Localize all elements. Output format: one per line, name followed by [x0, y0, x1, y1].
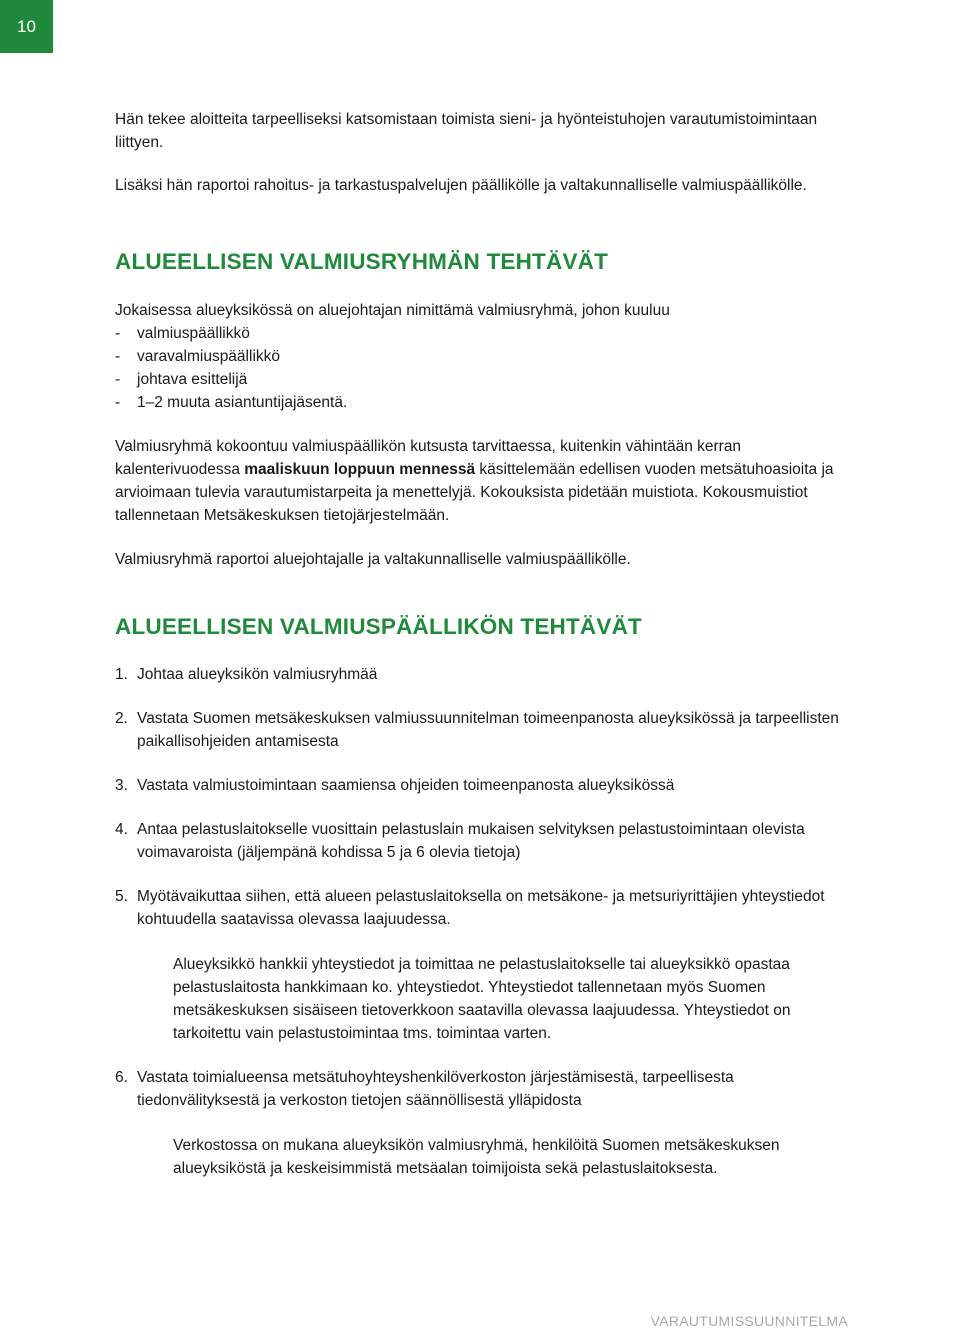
- section1-heading: ALUEELLISEN VALMIUSRYHMÄN TEHTÄVÄT: [115, 249, 609, 274]
- members-list: [115, 322, 855, 414]
- page-content: [115, 108, 855, 1180]
- tasks-list: [115, 663, 855, 1180]
- intro-paragraph-2: Lisäksi hän raportoi rahoitus- ja tarkastuspalvelujen päällikölle ja valtakunnalliselle valmiuspäällikölle.: [115, 177, 807, 194]
- list-item: 3. Vastata valmiustoimintaan saamiensa ohjeiden toimeenpanosta alueyksikössä: [115, 777, 675, 794]
- section2-heading: ALUEELLISEN VALMIUSPÄÄLLIKÖN TEHTÄVÄT: [115, 614, 642, 639]
- list-item: 6. Vastata toimialueensa metsätuhoyhteyshenkilöverkoston järjestämisestä, tarpeellisesta tiedonvälityksestä ja verkoston tietojen säännöllisestä ylläpidosta: [115, 1069, 734, 1109]
- list-item: - varavalmiuspäällikkö: [115, 348, 281, 365]
- section1-lead: Jokaisessa alueyksikössä on aluejohtajan nimittämä valmiusryhmä, johon kuuluu: [115, 302, 670, 319]
- intro-paragraph-1: Hän tekee aloitteita tarpeelliseksi katsomistaan toimista sieni- ja hyönteistuhojen varautumistoimintaan liittyen.: [115, 111, 818, 151]
- list-item: - valmiuspäällikkö: [115, 325, 250, 342]
- page-number: 10: [17, 17, 36, 36]
- report-paragraph: Valmiusryhmä raportoi aluejohtajalle ja valtakunnalliselle valmiuspäällikölle.: [115, 551, 631, 568]
- meeting-paragraph: Valmiusryhmä kokoontuu valmiuspäällikön kutsusta tarvittaessa, kuitenkin vähintään kerran kalenterivuodessa maaliskuun loppuun mennessä käsittelemään edellisen vuoden metsätuhoasioita ja arvioimaan tulevia varautumistarpeita ja menettelyjä. Kokouksista pidetään muistiota. Kokousmuistiot tallennetaan Metsäkeskuksen tietojärjestelmään.: [115, 438, 834, 524]
- list-item: 2. Vastata Suomen metsäkeskuksen valmiussuunnitelman toimeenpanosta alueyksikössä ja tarpeellisten paikallisohjeiden antamisesta: [115, 710, 839, 750]
- deadline-emphasis: maaliskuun loppuun mennessä: [244, 461, 476, 478]
- item5-note: Alueyksikkö hankkii yhteystiedot ja toimittaa ne pelastuslaitokselle tai alueyksikkö opastaa pelastuslaitosta hankkimaan ko. yhteystiedot. Yhteystiedot tallennetaan myös Suomen metsäkeskuksen sisäiseen tietoverkkoon saatavilla olevassa laajuudessa. Yhteystiedot on tarkoitettu vain pelastustoimintaa tms. toimintaa varten.: [173, 956, 791, 1042]
- list-item: 5. Myötävaikuttaa siihen, että alueen pelastuslaitoksella on metsäkone- ja metsuriyrittäjien yhteystiedot kohtuudella saatavissa olevassa laajuudessa.: [115, 888, 825, 928]
- list-item: - johtava esittelijä: [115, 371, 248, 388]
- list-item: - 1–2 muuta asiantuntijajäsentä.: [115, 394, 348, 411]
- list-item: 1. Johtaa alueyksikön valmiusryhmää: [115, 666, 378, 683]
- item6-note: Verkostossa on mukana alueyksikön valmiusryhmä, henkilöitä Suomen metsäkeskuksen alueyksiköstä ja keskeisimmistä metsäalan toimijoista sekä pelastuslaitoksesta.: [173, 1137, 780, 1177]
- footer-title: VARAUTUMISSUUNNITELMA: [650, 1313, 848, 1329]
- page-number-tab: [0, 0, 53, 53]
- list-item: 4. Antaa pelastuslaitokselle vuosittain pelastuslain mukaisen selvityksen pelastustoimintaan olevista voimavaroista (jäljempänä kohdissa 5 ja 6 olevia tietoja): [115, 821, 805, 861]
